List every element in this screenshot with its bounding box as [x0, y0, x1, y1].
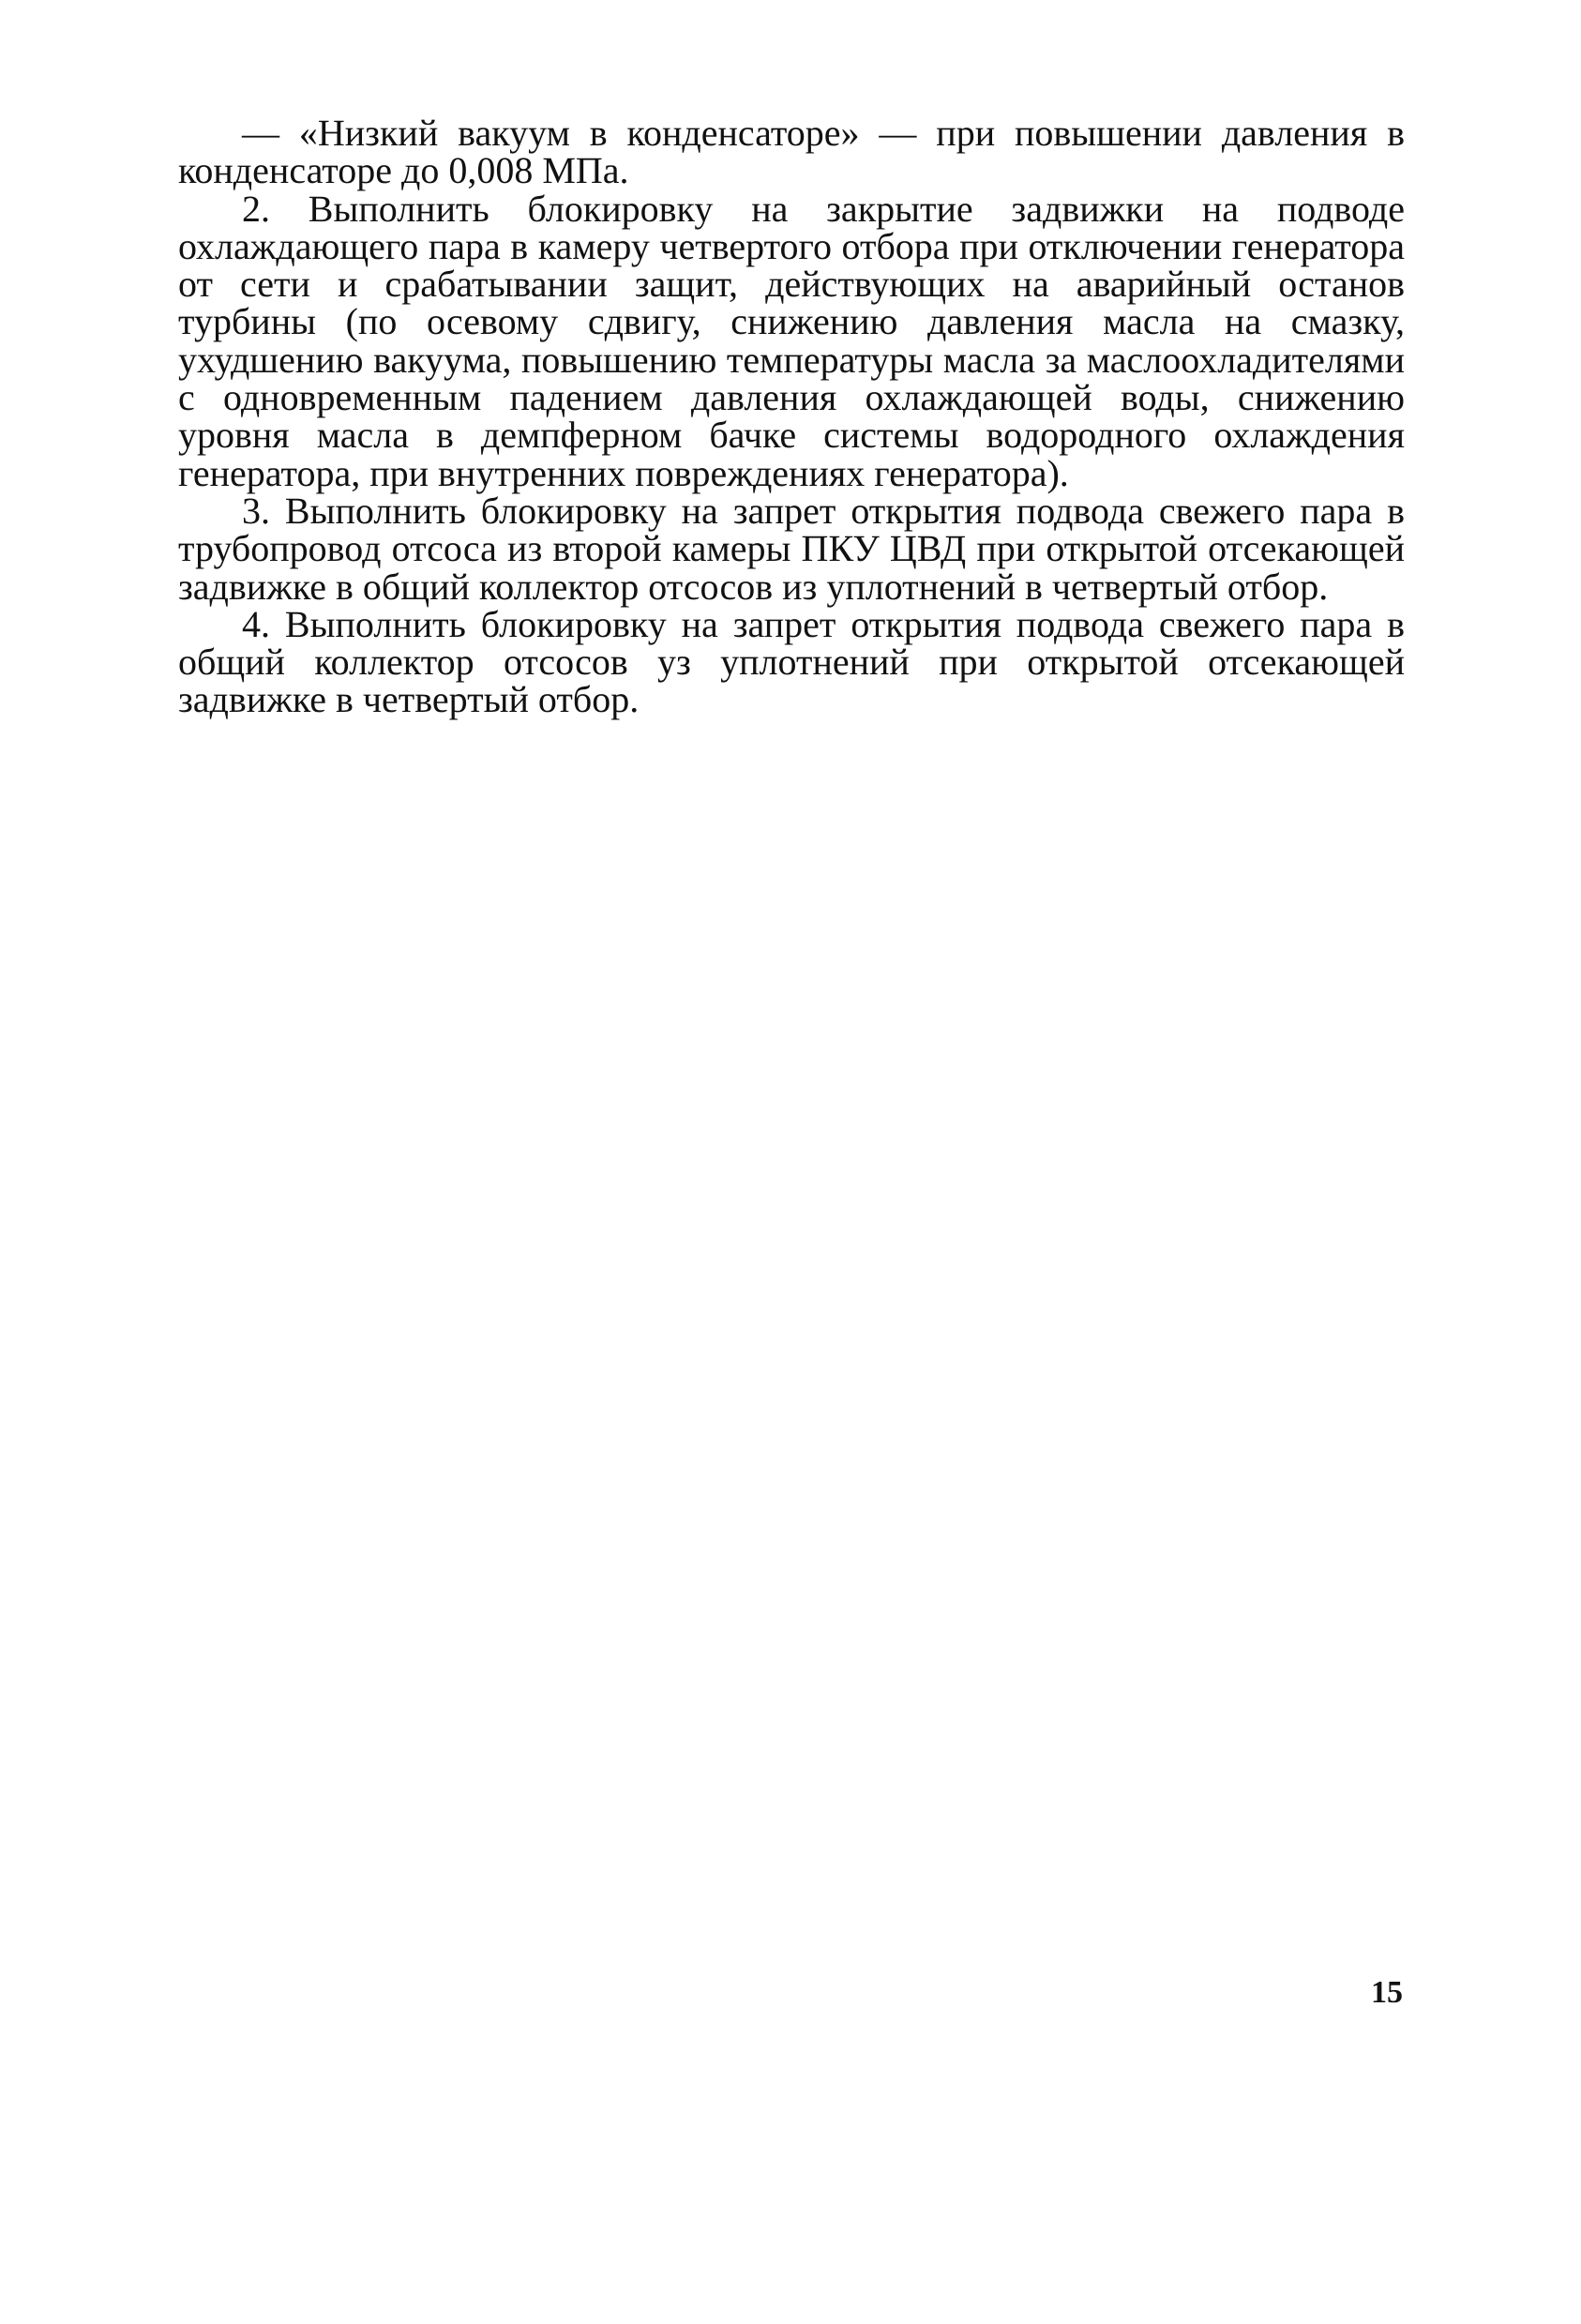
- paragraph-item-4: 4. Выполнить блокировку на запрет открытия подвода свежего пара в общий коллектор отсосов уз уплотнений при открытой отсекающей задвижке в четвертый отбор.: [178, 602, 1405, 721]
- paragraph-condenser-vacuum: — «Низкий вакуум в конденсаторе» — при повышении давления в конденсаторе до 0,008 МПа.: [178, 112, 1405, 192]
- paragraph-item-3: 3. Выполнить блокировку на запрет открытия подвода свежего пара в трубопровод отсоса из второй камеры ПКУ ЦВД при открытой отсекающей задвижке в общий коллектор отсосов из уплотнений в четвертый отбор.: [178, 489, 1405, 608]
- paragraph-item-2: 2. Выполнить блокировку на закрытие задвижки на подводе охлаждающего пара в камеру четвертого отбора при отключении генератора от сети и срабатывании защит, действующих на аварийный останов турбины (по осевому сдвигу, снижению давления масла на смазку, ухудшению вакуума, повышению температуры масла за маслоохладителями с одновременным падением давления охлаждающей воды, снижению уровня масла в демпферном бачке системы водородного охлаждения генератора, при внутренних повреждениях генератора).: [178, 187, 1405, 494]
- body-text: [178, 114, 1405, 719]
- page-number: 15: [1371, 1975, 1403, 2010]
